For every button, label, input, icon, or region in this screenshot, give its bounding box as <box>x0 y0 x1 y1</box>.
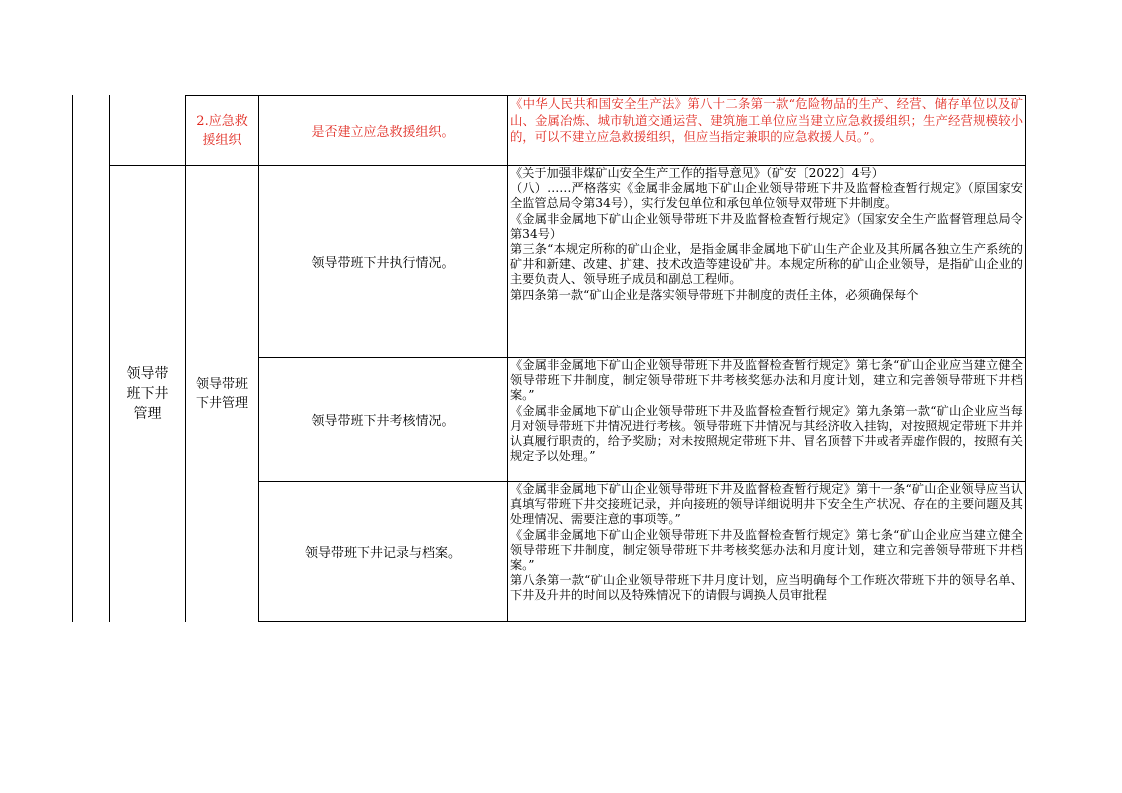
basis-paragraph: 《关于加强非煤矿山安全生产工作的指导意见》（矿安〔2022〕4号） <box>510 166 884 180</box>
table-border <box>72 95 73 622</box>
item-label: 领导带班下井记录与档案。 <box>304 546 461 561</box>
table-border <box>1025 95 1026 622</box>
basis-paragraph: 《金属非金属地下矿山企业领导带班下井及监督检查暂行规定》第七条“矿山企业应当建立健全领导带班下井制度，制定领导带班下井考核奖惩办法和月度计划，建立和完善领导带班下井档案。” <box>510 527 1023 573</box>
table-cell-item <box>259 96 507 165</box>
table-border <box>507 95 508 622</box>
table-border <box>258 621 1026 622</box>
table-cell-subcategory <box>186 96 258 165</box>
basis-paragraph: 《金属非金属地下矿山企业领导带班下井及监督检查暂行规定》第九条第一款“矿山企业应当每月对领导带班下井情况进行考核。领导带班下井情况与其经济收入挂钩，对按照规定带班下井并认真履行职责的，给予奖励；对未按照规定带班下井、冒名顶替下井或者弄虚作假的，按照有关规定予以处理。” <box>510 403 1023 464</box>
subcategory-label: 领导带班下井管理 <box>195 377 248 411</box>
basis-paragraph: 《中华人民共和国安全生产法》第八十二条第一款“危险物品的生产、经营、储存单位以及矿山、金属冶炼、城市轨道交通运营、建筑施工单位应当建立应急救援组织；生产经营规模较小的，可以不建立应急救援组织，但应当指定兼职的应急救援人员。”。 <box>510 96 1023 145</box>
basis-paragraph: 第四条第一款“矿山企业是落实领导带班下井制度的责任主体，必须确保每个 <box>510 287 919 302</box>
item-label: 领导带班下井执行情况。 <box>311 256 455 271</box>
table-cell-item <box>259 482 507 621</box>
basis-paragraph: 《金属非金属地下矿山企业领导带班下井及监督检查暂行规定》第七条“矿山企业应当建立健全领导带班下井制度，制定领导带班下井考核奖惩办法和月度计划，建立和完善领导带班下井档案。” <box>510 358 1023 403</box>
subcategory-label: 2.应急救援组织 <box>196 113 248 148</box>
table-cell-basis <box>510 96 1023 165</box>
table-cell-category <box>110 166 185 622</box>
item-label: 领导带班下井考核情况。 <box>311 414 455 429</box>
item-label: 是否建立应急救援组织。 <box>311 125 455 140</box>
table-cell-subcategory <box>186 166 258 622</box>
table-cell-item <box>259 358 507 481</box>
basis-paragraph: 《金属非金属地下矿山企业领导带班下井及监督检查暂行规定》（国家安全生产监督管理总局令第34号） <box>510 211 1023 241</box>
category-label: 领导带班下井管理 <box>126 366 169 422</box>
table-cell-basis <box>510 358 1023 481</box>
table-cell-item <box>259 166 507 357</box>
basis-paragraph: （八）……严格落实《金属非金属地下矿山企业领导带班下井及监督检查暂行规定》（原国家安全监管总局令第34号），实行发包单位和承包单位领导双带班下井制度。 <box>510 181 1023 211</box>
basis-paragraph: 第三条“本规定所称的矿山企业，是指金属非金属地下矿山生产企业及其所属各独立生产系统的矿井和新建、改建、扩建、技术改造等建设矿井。本规定所称的矿山企业领导，是指矿山企业的主要负责人、领导班子成员和副总工程师。 <box>510 242 1023 287</box>
basis-paragraph: 第八条第一款“矿山企业领导带班下井月度计划，应当明确每个工作班次带班下井的领导名单、下井及升井的时间以及特殊情况下的请假与调换人员审批程 <box>510 573 1023 603</box>
table-cell-basis <box>510 482 1023 621</box>
table-cell-basis <box>510 166 1023 357</box>
basis-paragraph: 《金属非金属地下矿山企业领导带班下井及监督检查暂行规定》第十一条“矿山企业领导应当认真填写带班下井交接班记录，并向接班的领导详细说明井下安全生产状况、存在的主要问题及其处理情况、需要注意的事项等。” <box>510 482 1023 527</box>
